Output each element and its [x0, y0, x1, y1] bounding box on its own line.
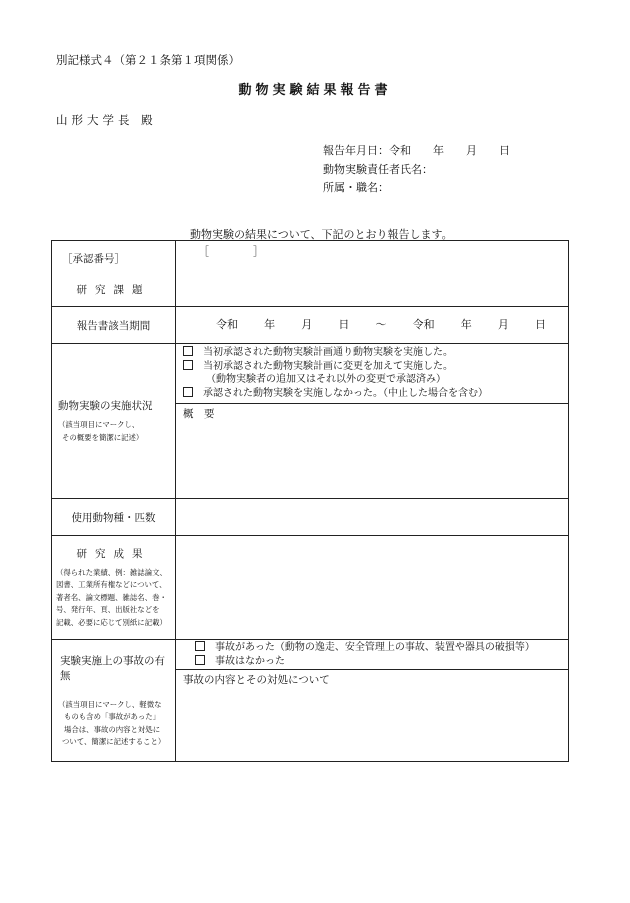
- approval-number-brackets[interactable]: ［ ］: [198, 245, 264, 258]
- accidents-label: 実験実施上の事故の有無: [60, 654, 165, 682]
- accidents-label-cell: [52, 640, 176, 762]
- status-note-2: その概要を簡潔に記述）: [62, 432, 144, 442]
- accidents-note: （該当項目にマークし、軽微な ものも含め「事故があった」 場合は、事故の内容と対処に ついて、簡潔に記述すること）: [58, 699, 166, 746]
- status-note-1: （該当項目にマークし、: [58, 420, 140, 429]
- period-end-day[interactable]: 日: [535, 318, 546, 331]
- project-value-cell[interactable]: [176, 241, 569, 307]
- period-end-era: 令和: [412, 318, 435, 331]
- approval-number-label: ［承認番号］: [62, 253, 125, 265]
- results-label-cell: [52, 536, 176, 640]
- results-label: 研究成果: [76, 547, 151, 560]
- animals-value-cell[interactable]: [176, 499, 569, 536]
- period-start-year[interactable]: 年: [264, 318, 276, 331]
- checkbox-icon[interactable]: [183, 387, 193, 397]
- period-value-cell[interactable]: [176, 307, 569, 344]
- form-reference: 別記様式４（第２１条第１項関係）: [56, 53, 240, 67]
- status-label: 動物実験の実施状況: [58, 400, 153, 412]
- results-note: （得られた業績、例：雑誌論文、 図書、工業所有権などについて、 著者名、論文標題、雑誌名、巻・ 号、発行年、頁、出版社などを 記載、必要に応じて別紙に記載）: [56, 567, 167, 627]
- status-options: [176, 344, 568, 404]
- project-label-cell: [52, 241, 176, 307]
- accidents-value-cell: [176, 640, 569, 762]
- intro-text: 動物実験の結果について、下記のとおり報告します。: [190, 228, 453, 241]
- status-label-cell: [52, 344, 176, 499]
- accidents-options: [176, 640, 568, 670]
- status-summary-label[interactable]: 概 要: [183, 408, 215, 420]
- accident-option-no[interactable]: 事故はなかった: [188, 655, 568, 669]
- responsible-person-label: 動物実験責任者氏名：: [323, 163, 433, 176]
- animals-label: 使用動物種・匹数: [52, 499, 176, 536]
- checkbox-icon[interactable]: [195, 641, 205, 651]
- report-form-table: [51, 240, 569, 762]
- period-start-era: 令和: [216, 318, 238, 331]
- period-separator: ～: [375, 318, 387, 331]
- status-option-modified[interactable]: 当初承認された動物実験計画に変更を加えて実施した。: [176, 360, 568, 374]
- status-option-planned[interactable]: 当初承認された動物実験計画通り動物実験を実施した。: [176, 346, 568, 360]
- status-option-not-performed[interactable]: 承認された動物実験を実施しなかった。（中止した場合を含む）: [176, 387, 568, 401]
- checkbox-icon[interactable]: [183, 360, 193, 370]
- addressee: 山形大学長 殿: [56, 113, 157, 127]
- report-date-label: 報告年月日：令和 年 月 日: [323, 144, 510, 157]
- period-start-month[interactable]: 月: [301, 318, 313, 331]
- accident-option-yes[interactable]: 事故があった（動物の逸走、安全管理上の事故、装置や器具の破損等）: [188, 641, 568, 655]
- document-title: 動物実験結果報告書: [238, 83, 392, 98]
- period-label: 報告書該当期間: [52, 307, 176, 344]
- checkbox-icon[interactable]: [183, 346, 193, 356]
- status-option-modified-note: （動物実験者の追加又はそれ以外の変更で承認済み）: [206, 374, 446, 385]
- period-end-year[interactable]: 年: [460, 318, 472, 331]
- period-end-month[interactable]: 月: [497, 318, 509, 331]
- checkbox-icon[interactable]: [195, 655, 205, 665]
- results-value-cell[interactable]: [176, 536, 569, 640]
- period-start-day[interactable]: 日: [338, 318, 350, 331]
- status-value-cell: [176, 344, 569, 499]
- accident-detail-label[interactable]: 事故の内容とその対処について: [183, 674, 330, 686]
- affiliation-label: 所属・職名：: [323, 181, 389, 194]
- project-title-label: 研究課題: [76, 284, 151, 296]
- period-fields: [176, 307, 568, 343]
